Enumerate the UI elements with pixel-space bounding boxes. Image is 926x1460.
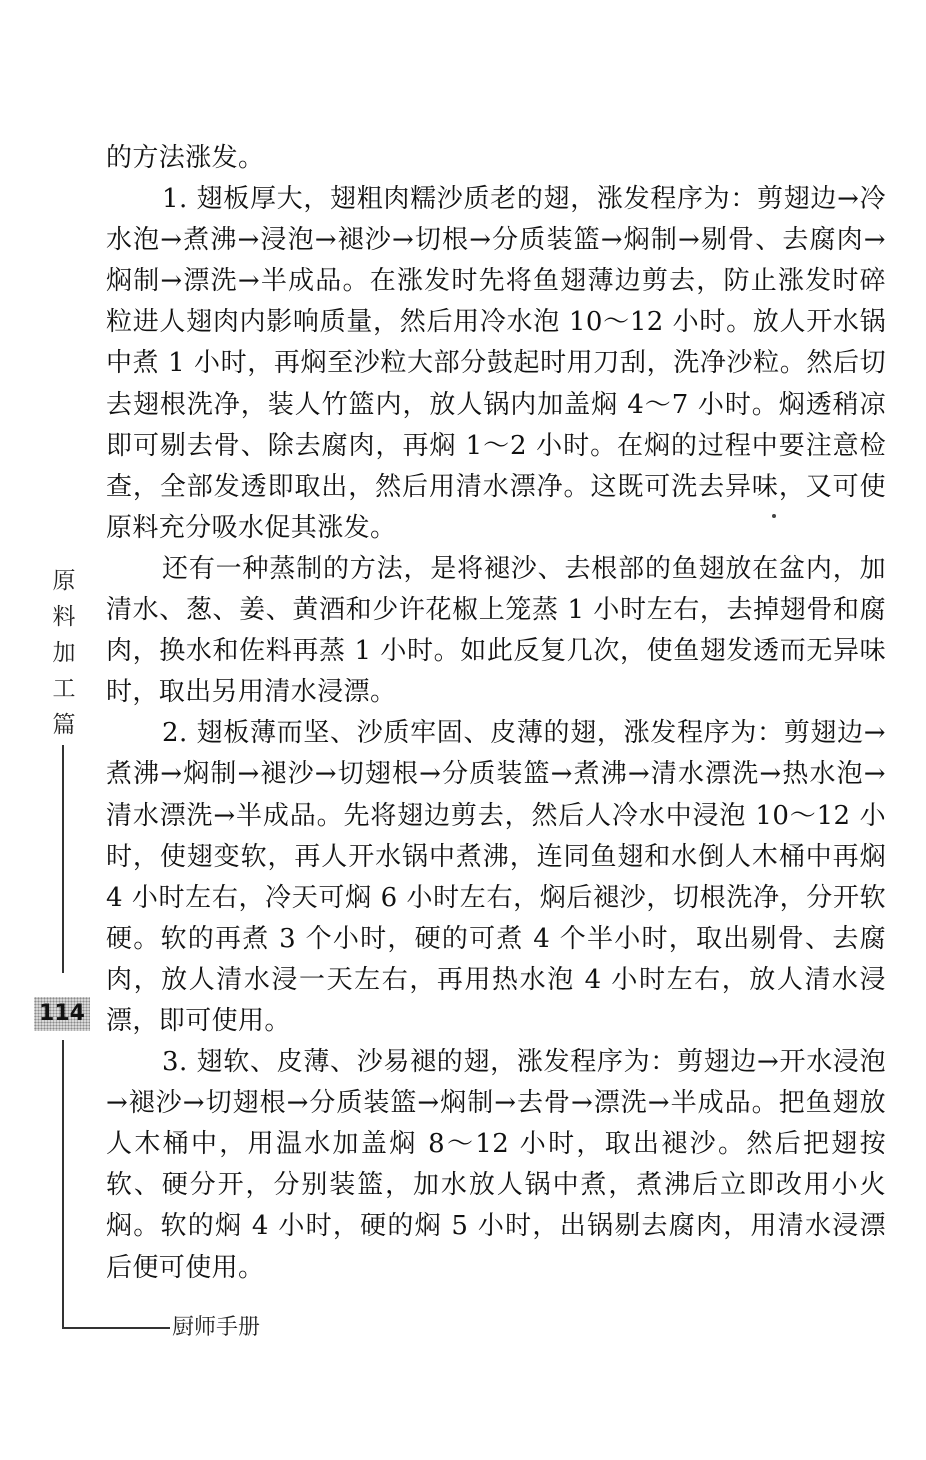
scan-speck: [772, 514, 776, 518]
margin-rule-upper: [62, 745, 64, 973]
book-title-footer: 厨师手册: [172, 1315, 261, 1340]
paragraph-method-2: 2. 翅板薄而坚、沙质牢固、皮薄的翅，涨发程序为：剪翅边→煮沸→焖制→褪沙→切翅根→分质装篮→煮沸→清水漂洗→热水泡→清水漂洗→半成品。先将翅边剪去，然后人冷水中浸泡 10～12 小时，使翅变软，再人开水锅中煮沸，连同鱼翅和水倒人木桶中再焖 4 小时左右，冷天可焖 6 小时左右，焖后褪沙，切根洗净，分开软硬。软的再煮 3 个小时，硬的可煮 4 个半小时，取出剔骨、去腐肉，放人清水浸一天左右，再用热水泡 4 小时左右，放人清水浸漂，即可使用。: [106, 718, 886, 1036]
section-title-char: 工: [52, 676, 76, 702]
section-title-char: 原: [52, 568, 76, 594]
section-title-char: 篇: [52, 712, 76, 738]
paragraph-method-3: 3. 翅软、皮薄、沙易褪的翅，涨发程序为：剪翅边→开水浸泡→褪沙→切翅根→分质装篮→焖制→去骨→漂洗→半成品。把鱼翅放人木桶中，用温水加盖焖 8～12 小时，取出褪沙。然后把翅按软、硬分开，分别装篮，加水放人锅中煮，煮沸后立即改用小火焖。软的焖 4 小时，硬的焖 5 小时，出锅剔去腐肉，用清水浸漂后便可使用。: [106, 1047, 886, 1283]
section-title-vertical: [50, 563, 78, 743]
paragraph-method-1: 1. 翅板厚大，翅粗肉糯沙质老的翅，涨发程序为：剪翅边→冷水泡→煮沸→浸泡→褪沙→切根→分质装篮→焖制→剔骨、去腐肉→焖制→漂洗→半成品。在涨发时先将鱼翅薄边剪去，防止涨发时碎粒进人翅肉内影响质量，然后用冷水泡 10～12 小时。放人开水锅中煮 1 小时，再焖至沙粒大部分鼓起时用刀刮，洗净沙粒。然后切去翅根洗净，装人竹篮内，放人锅内加盖焖 4～7 小时。焖透稍凉即可剔去骨、除去腐肉，再焖 1～2 小时。在焖的过程中要注意检查，全部发透即取出，然后用清水漂净。这既可洗去异味，又可使原料充分吸水促其涨发。: [106, 184, 886, 543]
margin-rule-lower: [62, 1040, 64, 1328]
section-title-char: 加: [52, 640, 76, 666]
paragraph-continuation: 的方法涨发。: [106, 143, 265, 173]
footer-rule: [62, 1327, 170, 1329]
page-number: 114: [34, 997, 90, 1031]
paragraph-steaming: 还有一种蒸制的方法，是将褪沙、去根部的鱼翅放在盆内，加清水、葱、姜、黄酒和少许花椒上笼蒸 1 小时左右，去掉翅骨和腐肉，换水和佐料再蒸 1 小时。如此反复几次，使鱼翅发透而无异味时，取出另用清水浸漂。: [106, 553, 886, 708]
body-text: [106, 138, 886, 1289]
section-title-char: 料: [52, 604, 76, 630]
